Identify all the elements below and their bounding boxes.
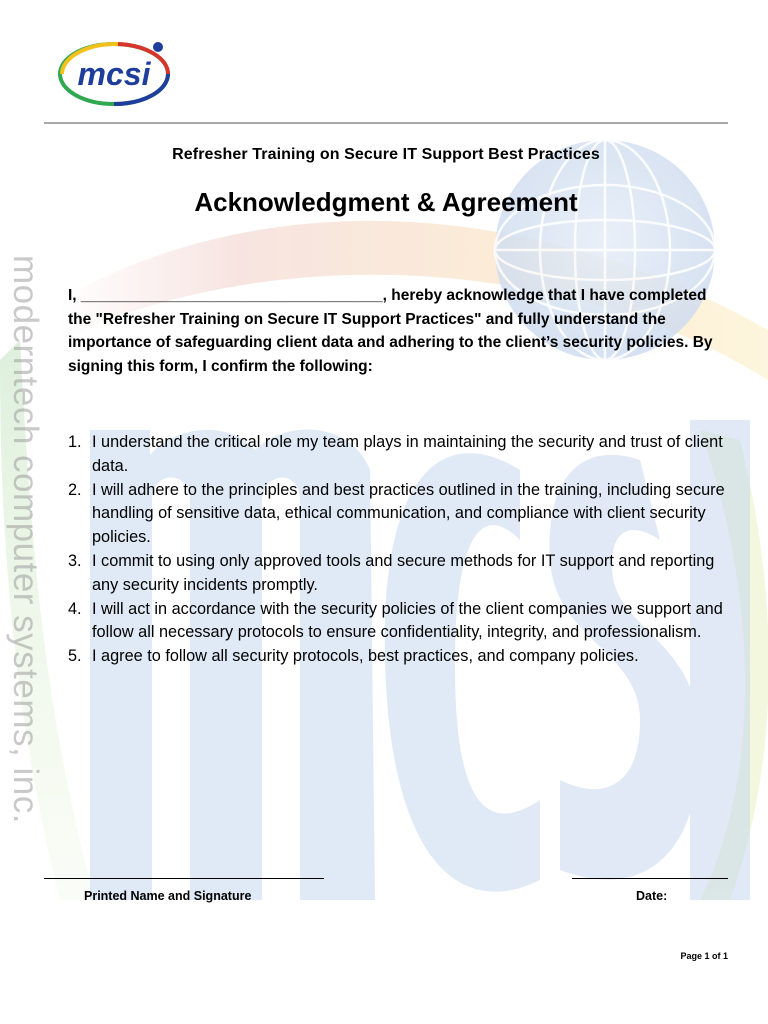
svg-text:mcsi: mcsi bbox=[77, 56, 151, 92]
intro-text: , hereby acknowledge that I have completed the "Refresher Training on Secure IT Support Practices" and fully understand the importance of safeguarding client data and adhering to the client’s security policies. By signing this form, I confirm the following: bbox=[68, 287, 713, 375]
page-number: Page 1 of 1 bbox=[680, 951, 728, 961]
agreement-item bbox=[68, 645, 738, 669]
item-text: I will adhere to the principles and best practices outlined in the training, including secure handling of sensitive data, ethical communication, and compliance with client security policies. bbox=[92, 480, 725, 547]
agreement-list bbox=[68, 431, 738, 669]
item-number: 4. bbox=[68, 599, 82, 618]
document-subtitle: Refresher Training on Secure IT Support Best Practices bbox=[172, 146, 600, 163]
agreement-item bbox=[68, 431, 738, 479]
agreement-item bbox=[68, 598, 738, 646]
agreement-item bbox=[68, 550, 738, 598]
signature-label: Printed Name and Signature bbox=[84, 889, 252, 903]
item-number: 3. bbox=[68, 551, 82, 570]
item-text: I commit to using only approved tools and secure methods for IT support and reporting any security incidents promptly. bbox=[92, 551, 715, 594]
date-label: Date: bbox=[636, 889, 668, 903]
date-line bbox=[572, 878, 728, 879]
item-number: 1. bbox=[68, 433, 82, 451]
header-rule bbox=[44, 122, 728, 124]
document-title: Acknowledgment & Agreement bbox=[194, 187, 578, 217]
item-number: 2. bbox=[68, 480, 82, 499]
name-blank: ___________________________________ bbox=[80, 287, 383, 304]
side-watermark-text bbox=[0, 255, 46, 824]
item-number: 5. bbox=[68, 647, 82, 666]
item-text: I understand the critical role my team plays in maintaining the security and trust of client data. bbox=[92, 433, 723, 475]
mcsi-logo bbox=[58, 38, 172, 108]
item-text: I will act in accordance with the security policies of the client companies we support and follow all necessary protocols to ensure confidentiality, integrity, and professionalism. bbox=[92, 599, 723, 642]
intro-lead: I, bbox=[68, 287, 81, 304]
acknowledgment-statement bbox=[68, 284, 728, 378]
signature-line bbox=[44, 878, 324, 879]
item-text: I agree to follow all security protocols, best practices, and company policies. bbox=[92, 647, 639, 666]
side-watermark-label: moderntech computer systems, inc. bbox=[6, 255, 45, 824]
agreement-item bbox=[68, 479, 738, 550]
